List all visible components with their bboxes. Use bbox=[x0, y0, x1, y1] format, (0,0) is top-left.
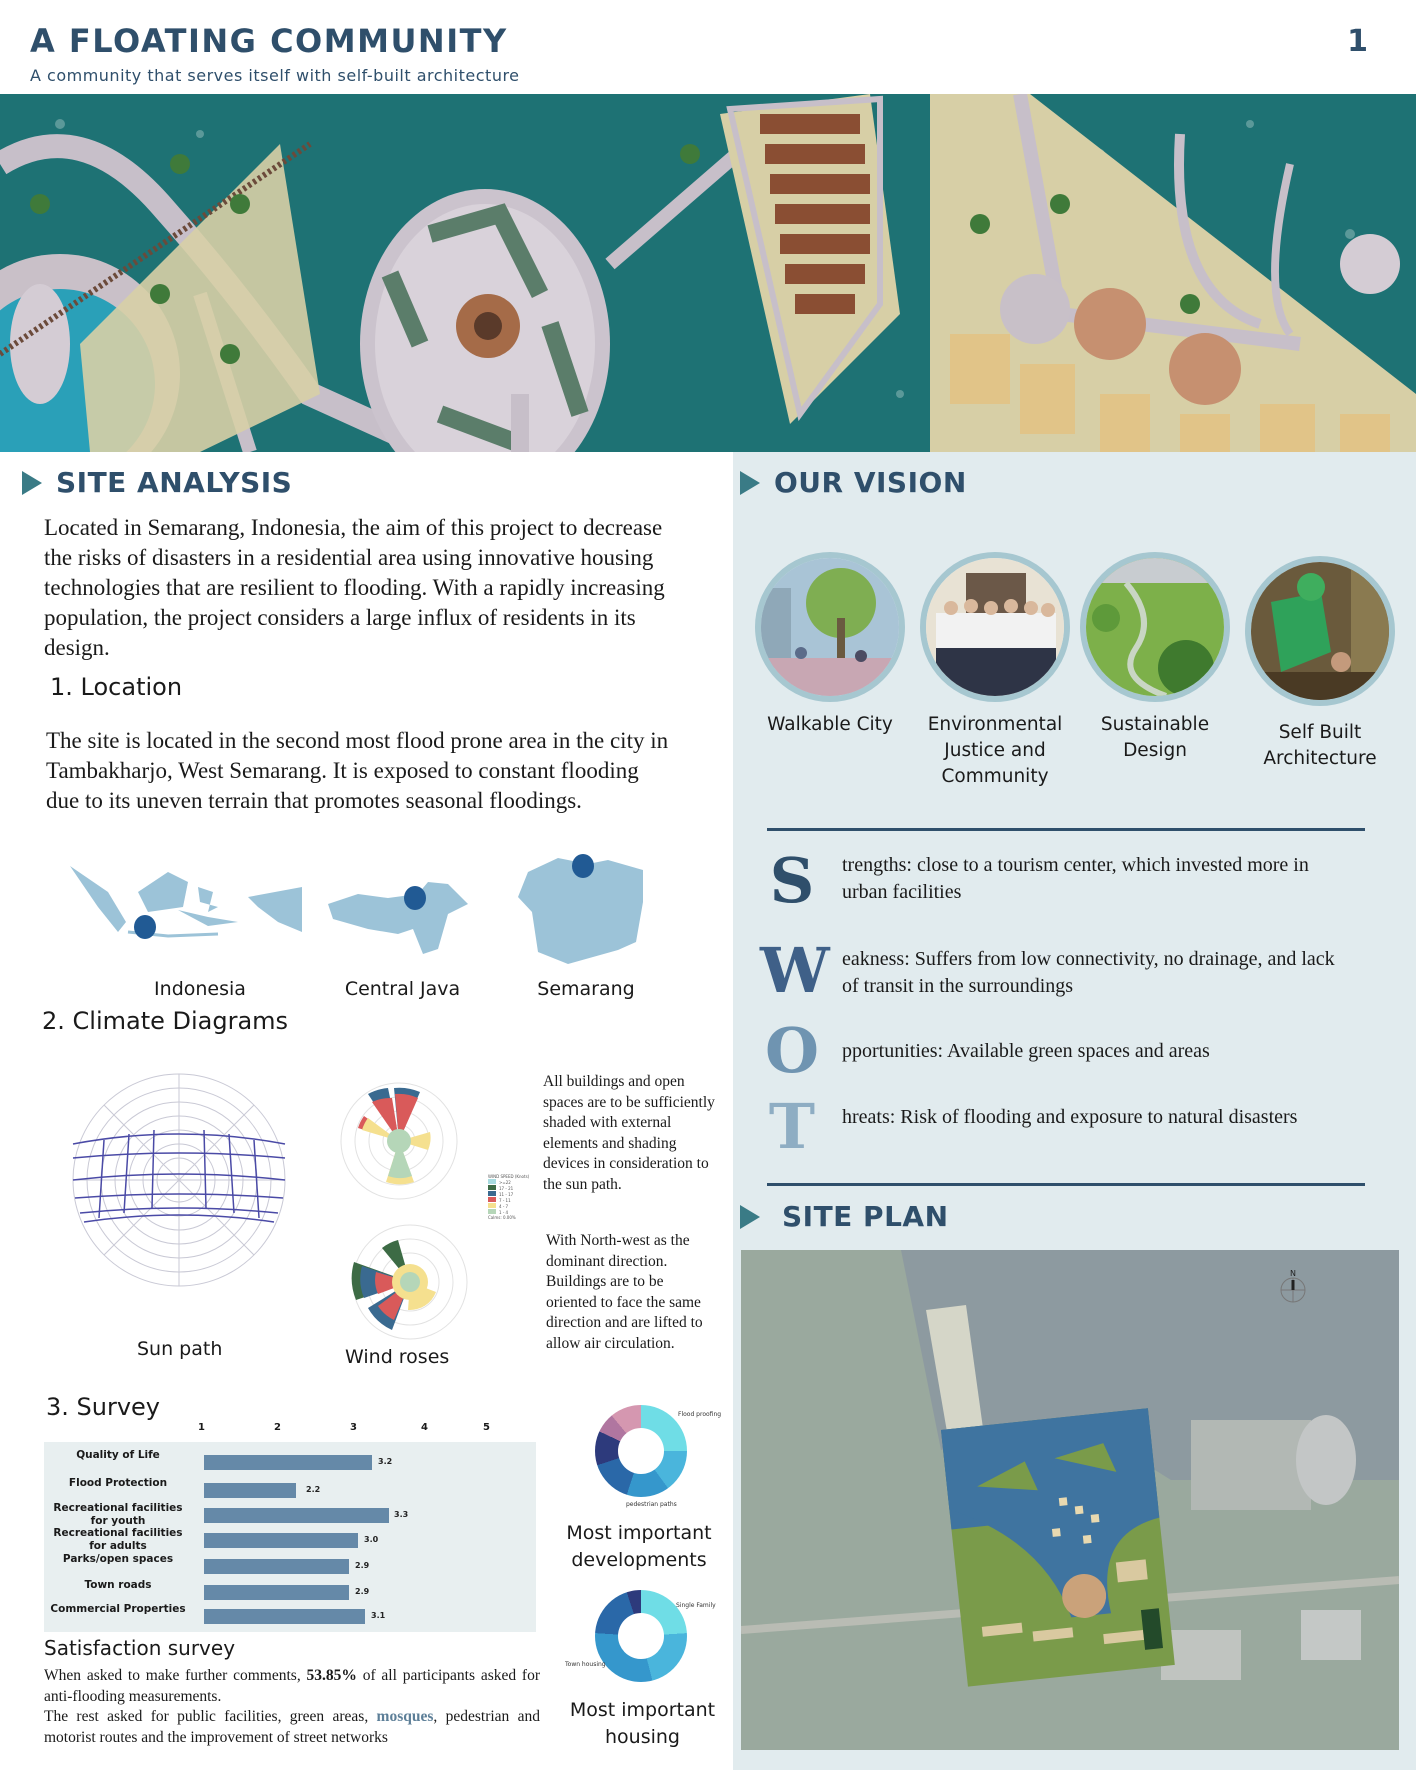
page-title: A FLOATING COMMUNITY bbox=[30, 22, 508, 60]
svg-text:N: N bbox=[1290, 1269, 1296, 1278]
wind-rose-2 bbox=[350, 1222, 470, 1342]
swot-threats: T hreats: Risk of flooding and exposure to natural disasters bbox=[760, 1096, 1360, 1162]
survey-row: Recreational facilities for youth 3.3 bbox=[53, 1502, 409, 1527]
triangle-bullet-icon bbox=[740, 1205, 760, 1229]
survey-bar bbox=[204, 1455, 372, 1470]
swot-letter-t: T bbox=[768, 1090, 816, 1163]
swot-strengths: S trengths: close to a tourism center, which invested more in urban facilities bbox=[760, 850, 1360, 916]
swot-divider-top bbox=[767, 828, 1365, 831]
survey-row: Recreational facilities for adults 3.0 bbox=[53, 1527, 379, 1552]
survey-bar bbox=[204, 1559, 349, 1574]
swot-weakness: W eakness: Suffers from low connectivity, no drainage, and lack of transit in the surroundings bbox=[760, 934, 1335, 1007]
page-number: 1 bbox=[1347, 24, 1368, 59]
swot-divider-bottom bbox=[767, 1183, 1365, 1186]
sun-path-diagram bbox=[44, 1068, 314, 1296]
indonesia-map bbox=[68, 862, 302, 942]
swot-letter-o: O bbox=[764, 1014, 819, 1087]
survey-comments: When asked to make further comments, 53.85% of all participants asked for anti-flooding measurements. The rest asked for public facilities, green areas, mosques, pedestrian and motorist routes and the improvement of street networks bbox=[44, 1667, 541, 1746]
vision-item-environmental-justice: Environmental Justice and Community bbox=[914, 552, 1076, 790]
central-java-map bbox=[328, 874, 468, 954]
map-label-semarang: Semarang bbox=[537, 978, 635, 1000]
site-plan-map bbox=[741, 1250, 1399, 1750]
survey-bar bbox=[204, 1483, 296, 1498]
sun-path-caption: Sun path bbox=[137, 1338, 223, 1360]
developments-caption: Most important developments bbox=[566, 1522, 712, 1571]
shading-note: All buildings and open spaces are to be sufficiently shaded with external elements and shading devices in consideration to the sun path. bbox=[543, 1073, 715, 1193]
semarang-map bbox=[518, 852, 648, 964]
survey-row: Quality of Life 3.2 bbox=[44, 1449, 536, 1475]
wind-note: With North-west as the dominant direction. Buildings are to be oriented to face the same direction and are lifted to allow air circulation. bbox=[546, 1232, 703, 1352]
vision-item-self-built-architecture: Self Built Architecture bbox=[1236, 556, 1404, 772]
survey-bar bbox=[204, 1508, 389, 1523]
hero-render-image bbox=[0, 94, 1416, 452]
site-plan-aerial bbox=[741, 1250, 1399, 1750]
location-heading: 1. Location bbox=[50, 673, 183, 701]
man-planting-photo bbox=[1245, 556, 1395, 706]
housing-donut-chart bbox=[595, 1590, 687, 1682]
map-label-indonesia: Indonesia bbox=[154, 978, 246, 1000]
page-subtitle: A community that serves itself with self-built architecture bbox=[30, 66, 520, 85]
survey-bar bbox=[204, 1609, 365, 1624]
survey-bar bbox=[204, 1585, 349, 1600]
triangle-bullet-icon bbox=[22, 471, 42, 495]
satisfaction-bar-chart bbox=[44, 1442, 536, 1632]
swot-letter-w: W bbox=[760, 934, 830, 1007]
walkable-city-photo bbox=[755, 552, 905, 702]
aerial-render-illustration bbox=[0, 94, 1416, 452]
survey-bar bbox=[204, 1533, 358, 1548]
survey-row: Parks/open spaces 2.9 bbox=[44, 1553, 536, 1579]
survey-row: Flood Protection 2.2 bbox=[44, 1477, 536, 1503]
wind-rose-1 bbox=[338, 1080, 460, 1202]
page-header bbox=[0, 0, 1416, 94]
climate-heading: 2. Climate Diagrams bbox=[42, 1007, 289, 1035]
triangle-bullet-icon bbox=[740, 471, 760, 495]
our-vision-heading: OUR VISION bbox=[740, 466, 967, 499]
vision-item-walkable-city: Walkable City bbox=[750, 552, 910, 738]
developments-donut-chart bbox=[595, 1405, 687, 1497]
vision-item-sustainable-design: Sustainable Design bbox=[1076, 552, 1234, 764]
satisfaction-survey-title: Satisfaction survey bbox=[44, 1636, 236, 1660]
location-text: The site is located in the second most flood prone area in the city in Tambakharjo, West Semarang. It is exposed to constant flooding due to its uneven terrain that promotes seasonal floodings. bbox=[46, 728, 669, 813]
survey-row: Town roads 2.9 bbox=[44, 1579, 536, 1605]
site-analysis-heading: SITE ANALYSIS bbox=[22, 466, 292, 499]
green-park-photo bbox=[1080, 552, 1230, 702]
site-plan-heading: SITE PLAN bbox=[740, 1200, 949, 1233]
housing-caption: Most important housing bbox=[569, 1699, 716, 1748]
wind-roses-caption: Wind roses bbox=[345, 1346, 450, 1368]
wind-speed-legend: WIND SPEED (Knots) >=22 17 - 21 11 - 17 7 - 11 4 - 7 1 - 4 Calms: 0.00% bbox=[488, 1174, 530, 1220]
survey-heading: 3. Survey bbox=[46, 1393, 161, 1421]
site-analysis-intro: Located in Semarang, Indonesia, the aim of this project to decrease the risks of disasters in a residential area using innovative housing technologies that are resilient to flooding. With a rapidly increasing population, the project considers a large influx of residents in its design. bbox=[44, 515, 665, 660]
swot-letter-s: S bbox=[769, 844, 815, 917]
swot-opportunities: O pportunities: Available green spaces and areas bbox=[760, 1020, 1360, 1086]
survey-row: Commercial Properties 3.1 bbox=[44, 1603, 536, 1629]
map-label-central-java: Central Java bbox=[344, 978, 461, 1000]
community-group-photo bbox=[920, 552, 1070, 702]
